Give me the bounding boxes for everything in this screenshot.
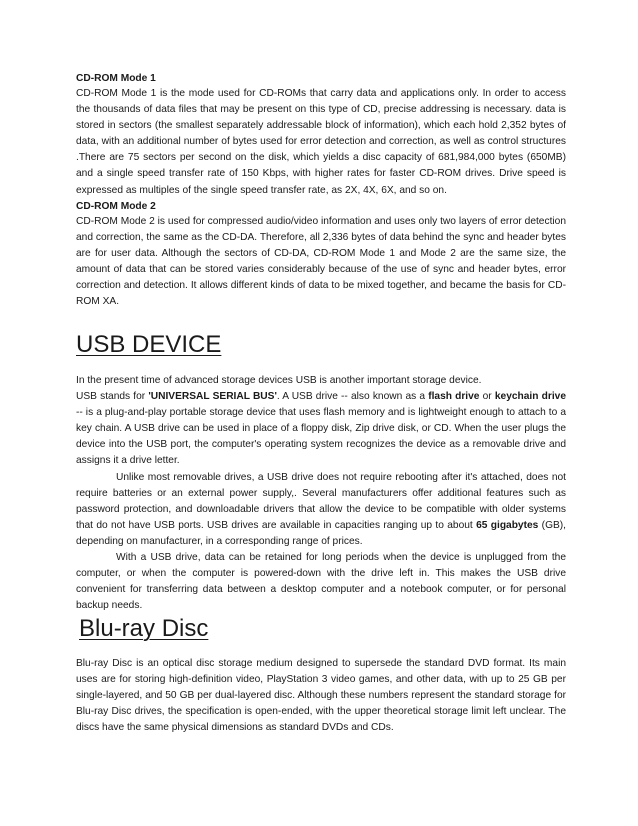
cdrom-mode2-heading: CD-ROM Mode 2 — [76, 201, 156, 212]
cdrom-mode1-paragraph: CD-ROM Mode 1 is the mode used for CD-ROMs that carry data and applications only. In order to access the thousands of data files that may be present on this type of CD, precise addressing is necessary. data is stored in sectors (the smallest separately addressable block of information), which each hold 2,352 bytes of data, with an additional number of bytes used for error detection and correction, as well as control structures .There are 75 sectors per second on the disk, which yields a disc capacity of 681,984,000 bytes (650MB) and a single speed transfer rate of 150 Kbps, with higher rates for faster CD-ROM drives. Drive speed is expressed as multiples of the single speed transfer rate, as 2X, 4X, 6X, and so on. — [76, 88, 566, 196]
bluray-disc-title: Blu-ray Disc — [79, 615, 209, 642]
usb-paragraph-3: With a USB drive, data can be retained for long periods when the device is unplugged from the computer, or when the computer is powered-down with the drive left in. This makes the USB drive convenient for transferring data between a desktop computer and a notebook computer, or for personal backup needs. — [76, 552, 566, 612]
usb-paragraph-2: Unlike most removable drives, a USB drive does not require rebooting after it's attached, does not require batteries or an external power supply,. Several manufacturers offer additional features such as password protection, and downloadable drivers that allow the device to be compatible with older systems that do not have USB ports. USB drives are available in capacities ranging up to about 65 gigabytes (GB), depending on manufacturer, in a corresponding range of prices. — [76, 471, 567, 547]
cdrom-mode2-paragraph: CD-ROM Mode 2 is used for compressed audio/video information and uses only two layers of error detection and correction, the same as the CD-DA. Therefore, all 2,336 bytes of data behind the sync and header bytes are for user data. Although the sectors of CD-DA, CD-ROM Mode 1 and Mode 2 are the same size, the amount of data that can be stored varies considerably because of the use of sync and header bytes, error correction and detection. It allows different kinds of data to be mixed together, and became the basis for CD-ROM XA. — [76, 216, 566, 308]
cdrom-mode1-heading: CD-ROM Mode 1 — [76, 73, 156, 84]
usb-section-body — [76, 373, 566, 614]
usb-intro: In the present time of advanced storage devices USB is another important storage device. — [76, 375, 482, 386]
usb-device-title: USB DEVICE — [76, 331, 222, 358]
bluray-paragraph: Blu-ray Disc is an optical disc storage medium designed to supersede the standard DVD format. Its main uses are for storing high-definition video, PlayStation 3 video games, and other data, with up to 25 GB per single-layered, and 50 GB per dual-layered disc. Although these numbers represent the standard storage for Blu-ray Disc drives, the specification is open-ended, with the upper theoretical storage limit left unclear. The discs have the same physical dimensions as standard DVDs and CDs. — [76, 658, 566, 734]
usb-paragraph-1: USB stands for 'UNIVERSAL SERIAL BUS'. A USB drive -- also known as a flash drive or keychain drive -- is a plug-and-play portable storage device that uses flash memory and is lightweight enough to attach to a key chain. A USB drive can be used in place of a floppy disk, Zip drive disk, or CD. When the user plugs the device into the USB port, the computer's operating system recognizes the device as a removable drive and assigns it a drive letter. — [76, 391, 566, 467]
